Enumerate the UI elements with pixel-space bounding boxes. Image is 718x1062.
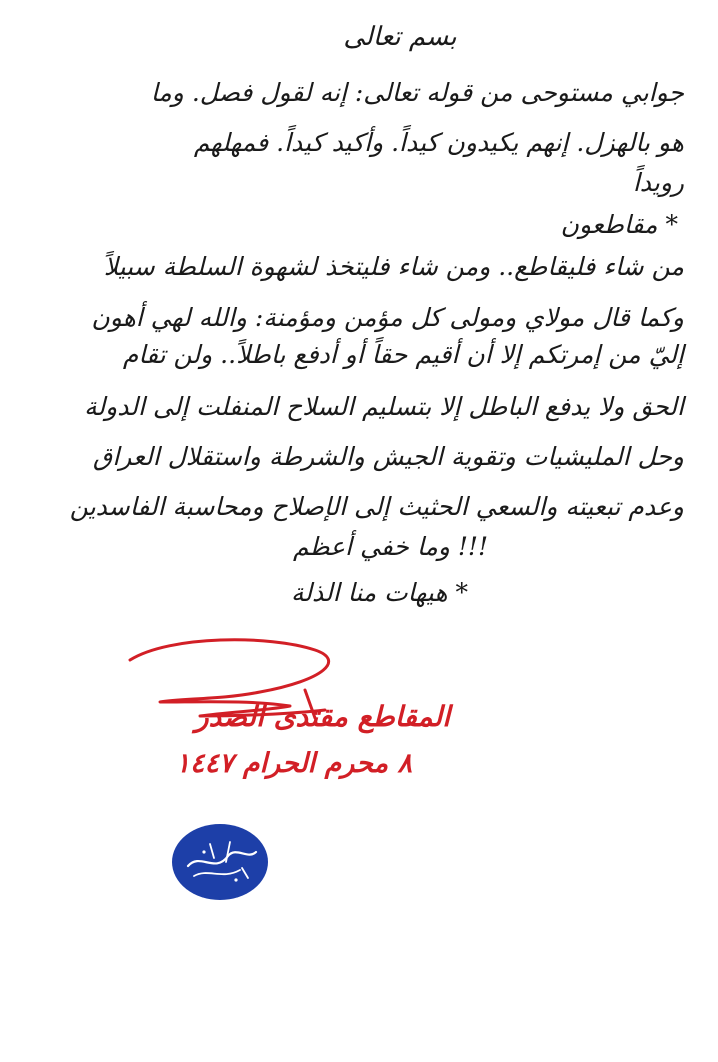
letter-line: وكما قال مولاي ومولى كل مؤمن ومؤمنة: والله لهي أهون [91, 303, 684, 332]
official-seal [170, 822, 270, 902]
signature-name: المقاطع مقتدى الصدر [195, 700, 450, 733]
letter-line: جوابي مستوحى من قوله تعالى: إنه لقول فصل. وما [150, 78, 684, 107]
letter-line: هو بالهزل. إنهم يكيدون كيداً. وأكيد كيداً. فمهلهم [193, 128, 684, 157]
letter-line: * هيهات منا الذلة [290, 578, 468, 607]
letter-line: !!! وما خفي أعظم [292, 532, 488, 561]
letter-line: رويداً [632, 168, 684, 197]
letter-line: إليّ من إمرتكم إلا أن أقيم حقاً أو أدفع باطلاً.. ولن تقام [122, 340, 684, 369]
signature-block [110, 630, 450, 820]
letter-line: وحل المليشيات وتقوية الجيش والشرطة واستقلال العراق [92, 442, 684, 471]
letter-line: الحق ولا يدفع الباطل إلا بتسليم السلاح المنفلت إلى الدولة [84, 392, 684, 421]
letter-header: بسم تعالى [343, 22, 457, 52]
letter-line: وعدم تبعيته والسعي الحثيث إلى الإصلاح ومحاسبة الفاسدين [69, 492, 684, 521]
letter-line: * مقاطعون [560, 210, 678, 239]
letter-line: من شاء فليقاطع.. ومن شاء فليتخذ لشهوة السلطة سبيلاً [103, 252, 684, 281]
signature-date: ٨ محرم الحرام ١٤٤٧ [175, 748, 412, 779]
